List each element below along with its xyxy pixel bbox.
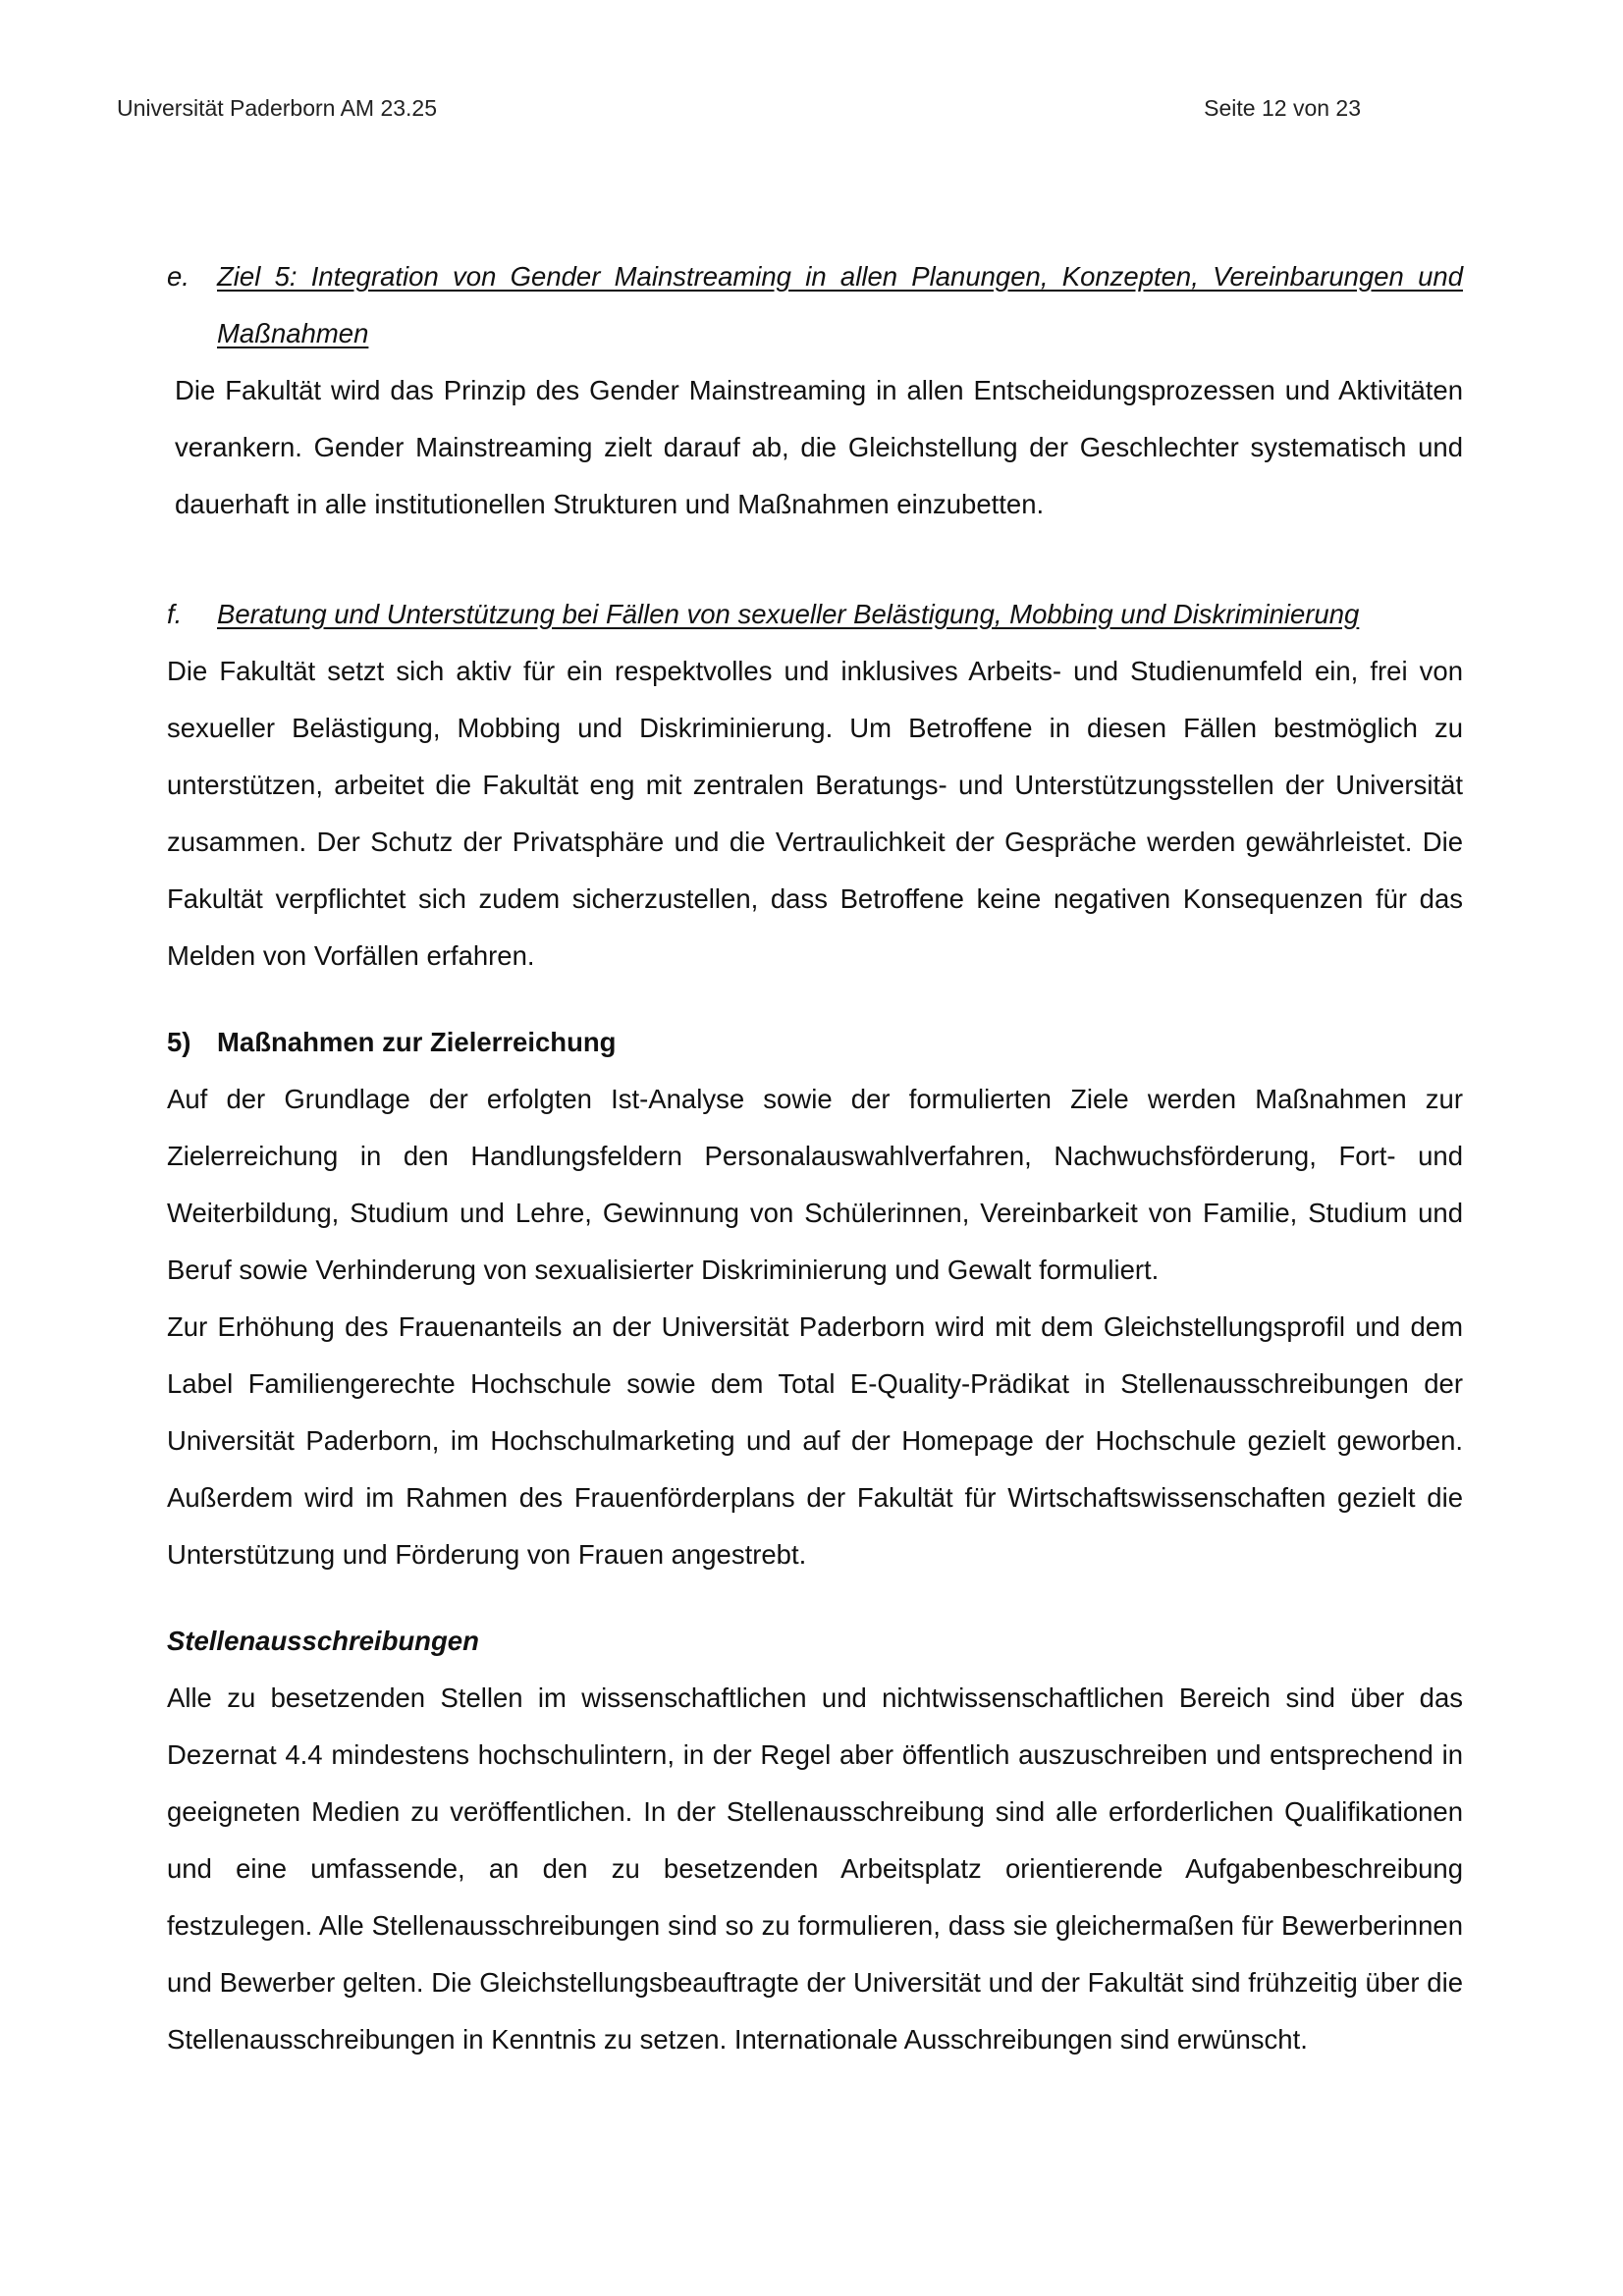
section-5-paragraph-1: Auf der Grundlage der erfolgten Ist-Analyse sowie der formulierten Ziele werden Maßnahmen zur Zielerreichung in den Handlungsfeldern Personalauswahlverfahren, Nachwuchsförderung, Fort- und Weiterbildung, Studium und Lehre, Gewinnung von Schülerinnen, Vereinbarkeit von Familie, Studium und Beruf sowie Verhinderung von sexualisierter Diskriminierung und Gewalt formuliert. [167, 1084, 1463, 1285]
section-f-title: Beratung und Unterstützung bei Fällen von sexueller Belästigung, Mobbing und Diskriminierung [217, 599, 1360, 629]
section-e-heading [167, 248, 1463, 362]
section-f-heading [167, 586, 1463, 643]
stellen-body: Alle zu besetzenden Stellen im wissenschaftlichen und nichtwissenschaftlichen Bereich sind über das Dezernat 4.4 mindestens hochschulintern, in der Regel aber öffentlich auszuschreiben und entsprechend in geeigneten Medien zu veröffentlichen. In der Stellenausschreibung sind alle erforderlichen Qualifikationen und eine umfassende, an den zu besetzenden Arbeitsplatz orientierende Aufgabenbeschreibung festzulegen. Alle Stellenausschreibungen sind so zu formulieren, dass sie gleichermaßen für Bewerberinnen und Bewerber gelten. Die Gleichstellungsbeauftragte der Universität und der Fakultät sind frühzeitig über die Stellenausschreibungen in Kenntnis zu setzen. Internationale Ausschreibungen sind erwünscht. [167, 1682, 1463, 2055]
section-5-heading [167, 1014, 1463, 1071]
stellen-heading: Stellenausschreibungen [167, 1626, 479, 1656]
section-e-letter: e. [167, 261, 189, 292]
page-header [117, 95, 1361, 122]
section-5-paragraph-2: Zur Erhöhung des Frauenanteils an der Universität Paderborn wird mit dem Gleichstellungsprofil und dem Label Familiengerechte Hochschule sowie dem Total E-Quality-Prädikat in Stellenausschreibungen der Universität Paderborn, im Hochschulmarketing und auf der Homepage der Hochschule gezielt geworben. Außerdem wird im Rahmen des Frauenförderplans der Fakultät für Wirtschaftswissenschaften gezielt die Unterstützung und Förderung von Frauen angestrebt. [167, 1311, 1463, 1570]
section-e-title: Ziel 5: Integration von Gender Mainstreaming in allen Planungen, Konzepten, Vereinbarungen und Maßnahmen [217, 261, 1463, 348]
section-e-body: Die Fakultät wird das Prinzip des Gender Mainstreaming in allen Entscheidungsprozessen und Aktivitäten verankern. Gender Mainstreaming zielt darauf ab, die Gleichstellung der Geschlechter systematisch und dauerhaft in alle institutionellen Strukturen und Maßnahmen einzubetten. [175, 375, 1463, 519]
section-f-letter: f. [167, 599, 183, 629]
page-content [167, 248, 1463, 2068]
section-5-number: 5) [167, 1027, 191, 1057]
section-f-body: Die Fakultät setzt sich aktiv für ein respektvolles und inklusives Arbeits- und Studienumfeld ein, frei von sexueller Belästigung, Mobbing und Diskriminierung. Um Betroffene in diesen Fällen bestmöglich zu unterstützen, arbeitet die Fakultät eng mit zentralen Beratungs- und Unterstützungsstellen der Universität zusammen. Der Schutz der Privatsphäre und die Vertraulichkeit der Gespräche werden gewährleistet. Die Fakultät verpflichtet sich zudem sicherzustellen, dass Betroffene keine negativen Konsequenzen für das Melden von Vorfällen erfahren. [167, 656, 1463, 971]
header-document-id: Universität Paderborn AM 23.25 [117, 95, 438, 121]
header-page-number: Seite 12 von 23 [1204, 95, 1361, 121]
section-5-title: Maßnahmen zur Zielerreichung [217, 1027, 617, 1057]
